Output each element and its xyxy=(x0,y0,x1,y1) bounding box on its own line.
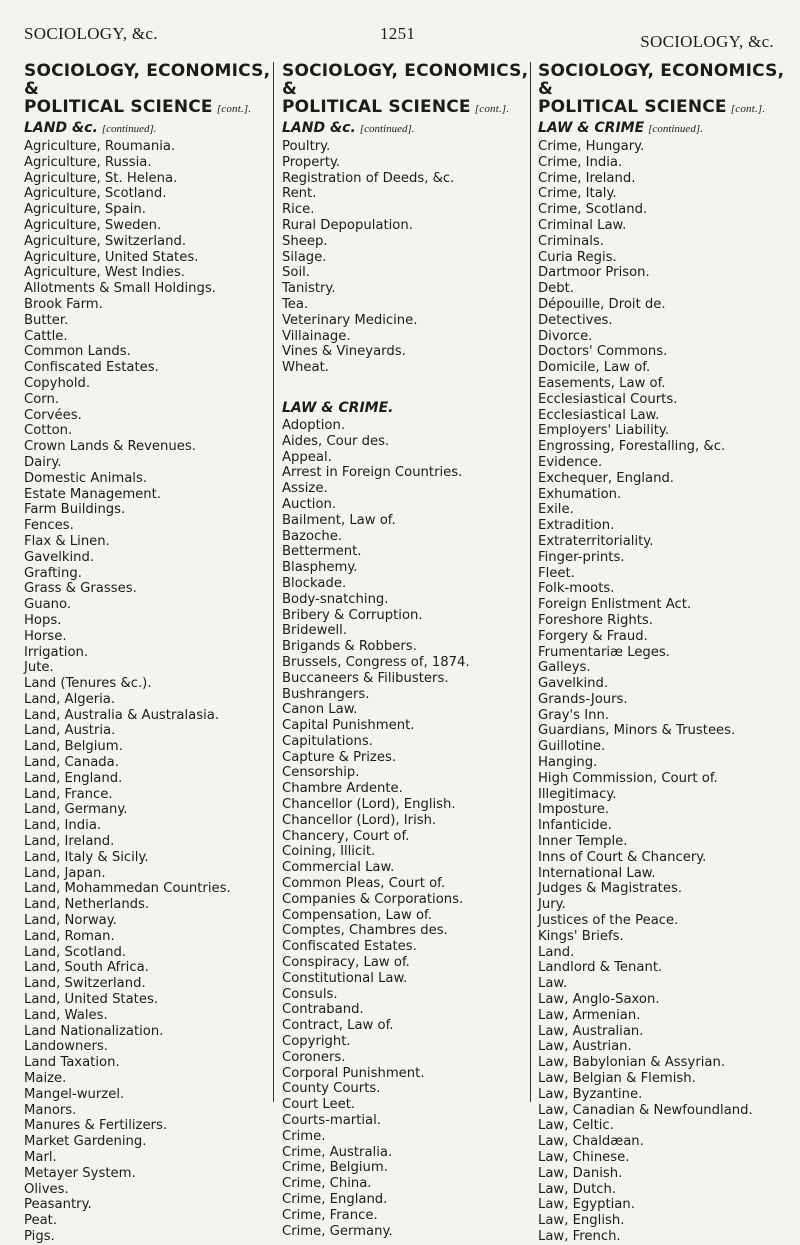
index-entry: Kings' Briefs. xyxy=(538,928,624,944)
index-entry: Agriculture, Switzerland. xyxy=(24,233,187,249)
index-entry: Tea. xyxy=(282,296,309,312)
index-entry: Chambre Ardente. xyxy=(282,781,403,797)
index-entry: Gray's Inn. xyxy=(538,707,610,723)
index-entry: Cotton. xyxy=(24,423,73,439)
index-entry: Hanging. xyxy=(538,755,598,771)
index-entry: Capital Punishment. xyxy=(282,718,415,734)
continued-note: [continued]. xyxy=(101,123,157,135)
index-entry: Pigs. xyxy=(24,1228,55,1244)
section-title xyxy=(282,400,532,416)
index-entry: Veterinary Medicine. xyxy=(282,312,418,328)
index-entry: Mangel-wurzel. xyxy=(24,1086,125,1102)
section-gap xyxy=(282,376,532,398)
index-entry: Chancellor (Lord), English. xyxy=(282,797,456,813)
index-entry: Estate Management. xyxy=(24,486,161,502)
index-entry: Constitutional Law. xyxy=(282,970,408,986)
index-entry: Land Nationalization. xyxy=(24,1023,164,1039)
index-entry: Contract, Law of. xyxy=(282,1018,394,1034)
section-title-text: LAND &c. xyxy=(282,120,356,136)
index-entry: Doctors' Commons. xyxy=(538,344,668,360)
index-entry: Blasphemy. xyxy=(282,560,358,576)
index-entry: Infanticide. xyxy=(538,818,612,834)
index-entry: Cattle. xyxy=(24,328,68,344)
index-entry: Law, Babylonian & Assyrian. xyxy=(538,1055,726,1071)
index-entry: Law, Australian. xyxy=(538,1023,644,1039)
index-entry: Law. xyxy=(538,976,568,992)
entry-list xyxy=(538,139,788,1245)
index-entry: Gavelkind. xyxy=(24,549,95,565)
index-entry: Land, Mohammedan Countries. xyxy=(24,881,231,897)
index-entry: Criminal Law. xyxy=(538,217,627,233)
index-entry: Bailment, Law of. xyxy=(282,512,396,528)
index-entry: Land, Japan. xyxy=(24,865,106,881)
index-entry: Agriculture, West Indies. xyxy=(24,265,185,281)
index-entry: Grands-Jours. xyxy=(538,691,628,707)
index-entry: Ecclesiastical Law. xyxy=(538,407,660,423)
index-entry: Agriculture, St. Helena. xyxy=(24,170,178,186)
index-entry: Jury. xyxy=(538,897,566,913)
index-entry: Sheep. xyxy=(282,233,328,249)
index-entry: Silage. xyxy=(282,249,327,265)
index-entry: Dépouille, Droit de. xyxy=(538,296,666,312)
index-entry: Land, Netherlands. xyxy=(24,897,150,913)
index-entry: Betterment. xyxy=(282,544,362,560)
index-entry: Exhumation. xyxy=(538,486,622,502)
index-entry: Appeal. xyxy=(282,449,332,465)
column-heading xyxy=(24,62,274,118)
index-entry: Inns of Court & Chancery. xyxy=(538,849,707,865)
index-entry: Chancery, Court of. xyxy=(282,828,410,844)
index-entry: Agriculture, Sweden. xyxy=(24,217,162,233)
index-entry: Consuls. xyxy=(282,986,338,1002)
index-entry: Frumentariæ Leges. xyxy=(538,644,670,660)
index-entry: Law, Dutch. xyxy=(538,1181,617,1197)
index-entry: Land. xyxy=(538,944,575,960)
index-entry: Property. xyxy=(282,154,341,170)
index-entry: Folk-moots. xyxy=(538,581,615,597)
index-entry: Compensation, Law of. xyxy=(282,907,432,923)
index-entry: Commercial Law. xyxy=(282,860,395,876)
index-entry: Land, Belgium. xyxy=(24,739,123,755)
index-entry: Common Lands. xyxy=(24,344,131,360)
index-entry: Canon Law. xyxy=(282,702,358,718)
index-entry: Metayer System. xyxy=(24,1165,136,1181)
index-entry: Crime, China. xyxy=(282,1176,372,1192)
section-title-text: LAND &c. xyxy=(24,120,98,136)
index-entry: Dairy. xyxy=(24,454,62,470)
column-heading-text: POLITICAL SCIENCE xyxy=(538,97,727,117)
index-entry: Coroners. xyxy=(282,1049,346,1065)
index-entry: Horse. xyxy=(24,628,67,644)
index-entry: Law, Anglo-Saxon. xyxy=(538,992,660,1008)
index-entry: Inner Temple. xyxy=(538,834,628,850)
index-entry: Land, Algeria. xyxy=(24,691,116,707)
entry-list xyxy=(282,139,532,376)
index-entry: Crime, Hungary. xyxy=(538,139,645,154)
index-entry: Guardians, Minors & Trustees. xyxy=(538,723,736,739)
index-entry: Conspiracy, Law of. xyxy=(282,955,410,971)
index-entry: Aides, Cour des. xyxy=(282,433,390,449)
index-entry: Curia Regis. xyxy=(538,249,617,265)
index-entry: Buccaneers & Filibusters. xyxy=(282,670,449,686)
index-entry: Imposture. xyxy=(538,802,610,818)
section-title-text: LAW & CRIME. xyxy=(282,399,394,416)
index-entry: Allotments & Small Holdings. xyxy=(24,281,216,297)
index-entry: Corvées. xyxy=(24,407,82,423)
index-entry: Guillotine. xyxy=(538,739,606,755)
index-entry: County Courts. xyxy=(282,1081,381,1097)
index-entry: Assize. xyxy=(282,481,328,497)
index-column xyxy=(24,62,274,1245)
section-title xyxy=(282,120,532,137)
index-entry: Crime, Australia. xyxy=(282,1144,393,1160)
column-heading-line2 xyxy=(24,98,274,118)
index-entry: Fleet. xyxy=(538,565,575,581)
index-entry: Comptes, Chambres des. xyxy=(282,923,448,939)
index-entry: Manures & Fertilizers. xyxy=(24,1118,168,1134)
index-entry: Law, Canadian & Newfoundland. xyxy=(538,1102,753,1118)
index-entry: Land, France. xyxy=(24,786,113,802)
index-entry: Ecclesiastical Courts. xyxy=(538,391,678,407)
index-entry: Dartmoor Prison. xyxy=(538,265,650,281)
index-entry: Copyhold. xyxy=(24,375,91,391)
index-entry: Grass & Grasses. xyxy=(24,581,137,597)
index-entry: Crime, Italy. xyxy=(538,186,617,202)
index-entry: Crime. xyxy=(282,1128,326,1144)
section-title xyxy=(538,120,788,137)
index-entry: Adoption. xyxy=(282,417,346,433)
running-head-right: SOCIOLOGY, &c. xyxy=(640,32,774,51)
index-entry: Brussels, Congress of, 1874. xyxy=(282,654,470,670)
entry-list xyxy=(282,418,532,1239)
index-entry: Exchequer, England. xyxy=(538,470,675,486)
index-entry: Confiscated Estates. xyxy=(282,939,417,955)
index-entry: Land, Ireland. xyxy=(24,834,115,850)
index-entry: Wheat. xyxy=(282,360,329,376)
index-entry: Grafting. xyxy=(24,565,82,581)
index-entry: Extradition. xyxy=(538,518,615,534)
index-entry: Guano. xyxy=(24,597,72,613)
index-entry: Courts-martial. xyxy=(282,1113,381,1129)
index-entry: Blockade. xyxy=(282,575,347,591)
index-entry: Peat. xyxy=(24,1213,58,1229)
index-entry: Debt. xyxy=(538,281,575,297)
column-heading-line1: SOCIOLOGY, ECONOMICS, & xyxy=(282,61,529,99)
column-heading xyxy=(282,62,532,118)
index-entry: Judges & Magistrates. xyxy=(538,881,683,897)
page-number: 1251 xyxy=(380,24,416,43)
index-entry: Land, United States. xyxy=(24,992,159,1008)
column-heading-line1: SOCIOLOGY, ECONOMICS, & xyxy=(538,61,785,99)
index-entry: Copyright. xyxy=(282,1034,351,1050)
index-entry: Chancellor (Lord), Irish. xyxy=(282,812,437,828)
index-entry: Land, India. xyxy=(24,818,102,834)
index-entry: Rent. xyxy=(282,186,317,202)
index-entry: Foreign Enlistment Act. xyxy=(538,597,692,613)
index-entry: Law, Armenian. xyxy=(538,1007,641,1023)
column-heading xyxy=(538,62,788,118)
index-entry: Fences. xyxy=(24,518,74,534)
index-entry: Land (Tenures &c.). xyxy=(24,676,152,692)
index-entry: Illegitimacy. xyxy=(538,786,617,802)
index-entry: Forgery & Fraud. xyxy=(538,628,648,644)
entry-list xyxy=(24,139,274,1245)
index-entry: Domestic Animals. xyxy=(24,470,148,486)
index-entry: Crown Lands & Revenues. xyxy=(24,439,196,455)
index-entry: Employers' Liability. xyxy=(538,423,670,439)
index-entry: Land, Scotland. xyxy=(24,944,127,960)
index-entry: Law, Egyptian. xyxy=(538,1197,635,1213)
index-entry: Jute. xyxy=(24,660,54,676)
index-entry: High Commission, Court of. xyxy=(538,770,718,786)
continued-note: [cont.]. xyxy=(216,103,252,115)
index-entry: Contraband. xyxy=(282,1002,364,1018)
continued-note: [cont.]. xyxy=(730,103,766,115)
index-entry: Confiscated Estates. xyxy=(24,360,159,376)
continued-note: [cont.]. xyxy=(474,103,510,115)
index-entry: Crime, France. xyxy=(282,1207,378,1223)
index-entry: Censorship. xyxy=(282,765,360,781)
index-entry: Market Gardening. xyxy=(24,1134,147,1150)
index-entry: Agriculture, Roumania. xyxy=(24,139,176,154)
index-entry: Agriculture, Scotland. xyxy=(24,186,167,202)
index-entry: Capture & Prizes. xyxy=(282,749,397,765)
index-entry: Exile. xyxy=(538,502,574,518)
index-entry: Vines & Vineyards. xyxy=(282,344,406,360)
index-entry: Law, Chaldæan. xyxy=(538,1134,644,1150)
continued-note: [continued]. xyxy=(359,123,415,135)
index-entry: Land Taxation. xyxy=(24,1055,120,1071)
index-entry: Law, Austrian. xyxy=(538,1039,632,1055)
index-entry: Crime, Belgium. xyxy=(282,1160,388,1176)
index-entry: Maize. xyxy=(24,1071,67,1087)
index-entry: Marl. xyxy=(24,1150,57,1165)
index-entry: Corporal Punishment. xyxy=(282,1065,425,1081)
index-entry: Criminals. xyxy=(538,233,604,249)
index-entry: Domicile, Law of. xyxy=(538,360,651,376)
index-entry: Land, England. xyxy=(24,770,123,786)
index-entry: Extraterritoriality. xyxy=(538,533,654,549)
index-entry: Manors. xyxy=(24,1102,77,1118)
index-column xyxy=(538,62,788,1245)
index-entry: Tanistry. xyxy=(282,281,336,297)
index-entry: Butter. xyxy=(24,312,69,328)
index-entry: Capitulations. xyxy=(282,733,373,749)
column-heading-text: POLITICAL SCIENCE xyxy=(282,97,471,117)
index-entry: Arrest in Foreign Countries. xyxy=(282,465,463,481)
index-entry: Common Pleas, Court of. xyxy=(282,876,446,892)
index-entry: Land, Australia & Australasia. xyxy=(24,707,220,723)
index-entry: Flax & Linen. xyxy=(24,533,110,549)
index-entry: Crime, Scotland. xyxy=(538,202,648,218)
index-entry: Crime, Germany. xyxy=(282,1223,393,1239)
index-column xyxy=(282,62,532,1239)
index-entry: Law, French. xyxy=(538,1228,621,1244)
index-entry: Land, Norway. xyxy=(24,913,117,929)
index-entry: Law, Celtic. xyxy=(538,1118,614,1134)
index-entry: Land, Germany. xyxy=(24,802,128,818)
index-entry: Bridewell. xyxy=(282,623,348,639)
index-entry: Land, Canada. xyxy=(24,755,119,771)
index-entry: Soil. xyxy=(282,265,310,281)
column-heading-line1: SOCIOLOGY, ECONOMICS, & xyxy=(24,61,271,99)
section-title-text: LAW & CRIME xyxy=(538,120,645,136)
index-entry: Irrigation. xyxy=(24,644,89,660)
index-entry: Agriculture, Spain. xyxy=(24,202,146,218)
index-entry: Land, Wales. xyxy=(24,1007,108,1023)
index-entry: Landowners. xyxy=(24,1039,108,1055)
index-entry: Crime, India. xyxy=(538,154,623,170)
index-entry: Justices of the Peace. xyxy=(538,913,679,929)
column-heading-line2 xyxy=(538,98,788,118)
index-entry: Rural Depopulation. xyxy=(282,217,413,233)
index-entry: Crime, England. xyxy=(282,1192,388,1207)
running-head xyxy=(0,20,800,50)
index-entry: Rice. xyxy=(282,202,315,218)
index-entry: Detectives. xyxy=(538,312,613,328)
continued-note: [continued]. xyxy=(648,123,703,135)
index-entry: Land, Austria. xyxy=(24,723,116,739)
index-entry: Law, Chinese. xyxy=(538,1150,630,1165)
index-entry: Galleys. xyxy=(538,660,591,676)
index-entry: Evidence. xyxy=(538,454,603,470)
index-entry: Engrossing, Forestalling, &c. xyxy=(538,439,726,455)
index-entry: Gavelkind. xyxy=(538,676,609,692)
index-entry: Bazoche. xyxy=(282,528,343,544)
index-entry: Crime, Ireland. xyxy=(538,170,636,186)
index-entry: Foreshore Rights. xyxy=(538,612,653,628)
index-entry: Poultry. xyxy=(282,139,331,154)
index-entry: Auction. xyxy=(282,496,337,512)
index-entry: Brook Farm. xyxy=(24,296,103,312)
index-entry: Companies & Corporations. xyxy=(282,891,464,907)
index-entry: Coining, Illicit. xyxy=(282,844,376,860)
index-entry: Farm Buildings. xyxy=(24,502,126,518)
index-entry: Law, Byzantine. xyxy=(538,1086,643,1102)
index-entry: Landlord & Tenant. xyxy=(538,960,663,976)
index-entry: Body-snatching. xyxy=(282,591,389,607)
index-entry: Villainage. xyxy=(282,328,351,344)
index-entry: Finger-prints. xyxy=(538,549,625,565)
section-title xyxy=(24,120,274,137)
index-entry: Court Leet. xyxy=(282,1097,356,1113)
index-entry: Olives. xyxy=(24,1181,69,1197)
index-entry: Land, Roman. xyxy=(24,928,115,944)
index-entry: Law, English. xyxy=(538,1213,625,1229)
column-heading-text: POLITICAL SCIENCE xyxy=(24,97,213,117)
index-entry: Divorce. xyxy=(538,328,593,344)
index-entry: Bushrangers. xyxy=(282,686,370,702)
index-entry: Registration of Deeds, &c. xyxy=(282,170,455,186)
column-heading-line2 xyxy=(282,98,532,118)
index-entry: Bribery & Corruption. xyxy=(282,607,423,623)
index-entry: Land, South Africa. xyxy=(24,960,149,976)
index-entry: Agriculture, United States. xyxy=(24,249,199,265)
index-entry: Agriculture, Russia. xyxy=(24,154,152,170)
index-entry: Peasantry. xyxy=(24,1197,92,1213)
running-head-left: SOCIOLOGY, &c. xyxy=(24,24,158,43)
index-entry: Brigands & Robbers. xyxy=(282,639,417,655)
index-entry: Land, Italy & Sicily. xyxy=(24,849,149,865)
index-entry: Land, Switzerland. xyxy=(24,976,146,992)
index-entry: International Law. xyxy=(538,865,656,881)
index-entry: Easements, Law of. xyxy=(538,375,666,391)
index-entry: Law, Belgian & Flemish. xyxy=(538,1071,696,1087)
index-entry: Corn. xyxy=(24,391,60,407)
index-entry: Law, Danish. xyxy=(538,1165,623,1181)
index-entry: Hops. xyxy=(24,612,62,628)
